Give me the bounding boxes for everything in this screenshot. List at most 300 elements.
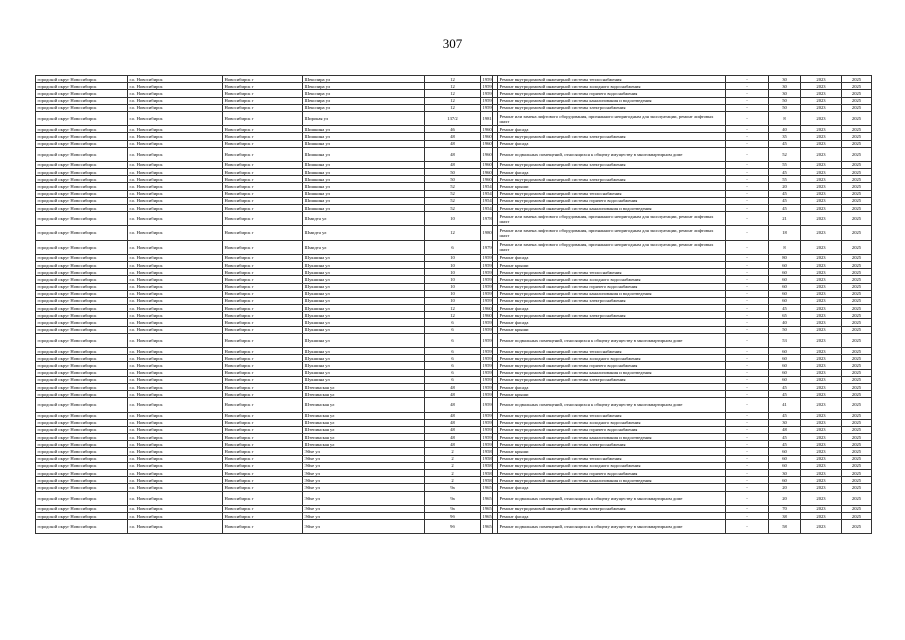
cell-municipality: городской округ Новосибирск — [36, 176, 128, 183]
cell-start-year: 2023 — [801, 426, 842, 433]
cell-city: Новосибирск г — [223, 319, 303, 326]
cell-dash: - — [726, 512, 769, 519]
cell-year: 1959 — [482, 90, 492, 96]
cell-house: 52 — [425, 197, 481, 204]
cell-city: Новосибирск г — [223, 326, 303, 333]
table-row — [36, 133, 872, 140]
cell-cost: 30 — [769, 76, 801, 83]
cell-dash: - — [726, 147, 769, 161]
cell-dash: - — [726, 520, 769, 534]
cell-year: 1959 — [482, 420, 492, 426]
cell-settlement: г.о. Новосибирск — [128, 126, 223, 133]
cell-work-type: Ремонт крыши — [498, 326, 726, 333]
cell-house: 9б — [425, 520, 481, 534]
cell-dash: - — [726, 254, 769, 261]
table-row — [36, 348, 872, 355]
table-row — [36, 90, 872, 97]
cell-work-type: Ремонт фасада — [498, 126, 726, 133]
cell-dash: - — [726, 269, 769, 276]
cell-year: 1965 — [481, 520, 493, 534]
cell-municipality: городской округ Новосибирск — [36, 391, 128, 398]
cell-start-year: 2023 — [801, 161, 842, 168]
cell-year: 1954 — [482, 205, 492, 211]
table-row — [36, 97, 872, 104]
cell-start-year: 2023 — [801, 111, 842, 125]
cell-settlement: г.о. Новосибирск — [128, 290, 223, 297]
cell-settlement: г.о. Новосибирск — [128, 520, 223, 534]
cell-house: 12 — [425, 90, 481, 97]
cell-city: Новосибирск г — [223, 355, 303, 362]
cell-dash: - — [726, 477, 769, 484]
cell-house: 2 — [425, 470, 481, 477]
cell-cost: 60 — [769, 462, 801, 469]
cell-start-year: 2023 — [801, 190, 842, 197]
cell-municipality: городской округ Новосибирск — [36, 276, 128, 283]
cell-municipality: городской округ Новосибирск — [36, 104, 128, 111]
table-row — [36, 254, 872, 261]
cell-end-year: 2025 — [842, 169, 872, 176]
cell-street: Шишкина ул — [303, 190, 425, 197]
cell-end-year: 2025 — [842, 376, 872, 383]
cell-settlement: г.о. Новосибирск — [128, 133, 223, 140]
cell-street: Шукшина ул — [303, 369, 425, 376]
capital-repair-table — [35, 75, 872, 534]
cell-start-year: 2023 — [801, 520, 842, 534]
cell-year: 1959 — [481, 333, 493, 347]
cell-house: 12 — [425, 97, 481, 104]
cell-end-year: 2025 — [842, 326, 872, 333]
cell-city: Новосибирск г — [223, 176, 303, 183]
cell-city: Новосибирск г — [223, 240, 303, 254]
cell-city: Новосибирск г — [223, 269, 303, 276]
cell-dash: - — [726, 83, 769, 90]
cell-year: 1959 — [482, 355, 492, 361]
cell-street: Шукшина ул — [303, 312, 425, 319]
cell-settlement: г.о. Новосибирск — [128, 419, 223, 426]
cell-municipality: городской округ Новосибирск — [36, 398, 128, 412]
cell-dash: - — [726, 470, 769, 477]
cell-municipality: городской округ Новосибирск — [36, 133, 128, 140]
cell-year: 1959 — [482, 413, 492, 419]
cell-house: 46 — [425, 126, 481, 133]
cell-start-year: 2023 — [801, 455, 842, 462]
cell-street: Шукшина ул — [303, 297, 425, 304]
cell-work-type: Ремонт подвальных помещений, относящихся к общему имуществу в многоквартирном доме — [498, 520, 726, 534]
cell-year: 1959 — [482, 255, 492, 261]
cell-work-type: Ремонт или замена лифтового оборудования, признанного непригодным для эксплуатации, ремонт лифтовых шахт — [498, 111, 726, 125]
cell-city: Новосибирск г — [223, 83, 303, 90]
table-row — [36, 419, 872, 426]
cell-work-type: Ремонт или замена лифтового оборудования, признанного непригодным для эксплуатации, ремонт лифтовых шахт — [498, 212, 726, 226]
cell-city: Новосибирск г — [223, 111, 303, 125]
cell-cost: 41 — [769, 398, 801, 412]
cell-cost: 21 — [769, 212, 801, 226]
cell-city: Новосибирск г — [223, 212, 303, 226]
cell-end-year: 2025 — [842, 505, 872, 512]
cell-dash: - — [726, 441, 769, 448]
cell-end-year: 2025 — [842, 434, 872, 441]
cell-cost: 80 — [769, 254, 801, 261]
cell-start-year: 2023 — [801, 126, 842, 133]
cell-year: 1958 — [482, 449, 492, 455]
cell-year: 1958 — [482, 470, 492, 476]
cell-work-type: Ремонт подвальных помещений, относящихся к общему имуществу в многоквартирном доме — [498, 491, 726, 505]
cell-municipality: городской округ Новосибирск — [36, 419, 128, 426]
cell-street: Шукшина ул — [303, 333, 425, 347]
cell-house: 6 — [425, 369, 481, 376]
cell-settlement: г.о. Новосибирск — [128, 441, 223, 448]
cell-year: 1959 — [482, 370, 492, 376]
cell-city: Новосибирск г — [223, 190, 303, 197]
cell-dash: - — [726, 419, 769, 426]
cell-settlement: г.о. Новосибирск — [128, 190, 223, 197]
cell-year: 1965 — [482, 484, 492, 490]
cell-municipality: городской округ Новосибирск — [36, 240, 128, 254]
cell-municipality: городской округ Новосибирск — [36, 319, 128, 326]
cell-end-year: 2025 — [842, 470, 872, 477]
cell-settlement: г.о. Новосибирск — [128, 319, 223, 326]
cell-end-year: 2025 — [842, 383, 872, 390]
cell-end-year: 2025 — [842, 76, 872, 83]
cell-dash: - — [726, 391, 769, 398]
cell-municipality: городской округ Новосибирск — [36, 434, 128, 441]
cell-street: Штепинская ул — [303, 391, 425, 398]
cell-end-year: 2025 — [842, 312, 872, 319]
cell-cost: 45 — [769, 169, 801, 176]
cell-city: Новосибирск г — [223, 491, 303, 505]
cell-house: 48 — [425, 147, 481, 161]
cell-city: Новосибирск г — [223, 305, 303, 312]
cell-city: Новосибирск г — [223, 434, 303, 441]
cell-work-type: Ремонт внутридомовой инженерной системы электроснабжения — [498, 505, 726, 512]
cell-city: Новосибирск г — [223, 197, 303, 204]
cell-dash: - — [726, 169, 769, 176]
cell-work-type: Ремонт фасада — [498, 383, 726, 390]
cell-dash: - — [726, 319, 769, 326]
cell-cost: 20 — [769, 183, 801, 190]
cell-end-year: 2025 — [842, 226, 872, 240]
cell-end-year: 2025 — [842, 290, 872, 297]
cell-end-year: 2025 — [842, 254, 872, 261]
cell-start-year: 2023 — [801, 240, 842, 254]
cell-street: Эйхе ул — [303, 462, 425, 469]
cell-street: Эйхе ул — [303, 484, 425, 491]
cell-year: 1960 — [482, 305, 492, 311]
cell-dash: - — [726, 226, 769, 240]
cell-work-type: Ремонт внутридомовой инженерной системы электроснабжения — [498, 376, 726, 383]
cell-work-type: Ремонт крыши — [498, 261, 726, 268]
cell-dash: - — [726, 176, 769, 183]
cell-start-year: 2023 — [801, 212, 842, 226]
cell-city: Новосибирск г — [223, 97, 303, 104]
cell-city: Новосибирск г — [223, 226, 303, 240]
cell-dash: - — [726, 505, 769, 512]
cell-street: Шукшина ул — [303, 290, 425, 297]
table-row — [36, 169, 872, 176]
cell-work-type: Ремонт подвальных помещений, относящихся к общему имуществу в многоквартирном доме — [498, 333, 726, 347]
cell-work-type: Ремонт внутридомовой инженерной системы теплоснабжения — [498, 412, 726, 419]
cell-cost: 50 — [769, 104, 801, 111]
cell-end-year: 2025 — [842, 477, 872, 484]
cell-start-year: 2023 — [801, 491, 842, 505]
cell-start-year: 2023 — [801, 505, 842, 512]
cell-municipality: городской округ Новосибирск — [36, 462, 128, 469]
cell-year: 1960 — [482, 176, 492, 182]
cell-settlement: г.о. Новосибирск — [128, 205, 223, 212]
cell-municipality: городской округ Новосибирск — [36, 512, 128, 519]
cell-city: Новосибирск г — [223, 276, 303, 283]
cell-city: Новосибирск г — [223, 470, 303, 477]
cell-settlement: г.о. Новосибирск — [128, 283, 223, 290]
cell-year: 1954 — [482, 198, 492, 204]
cell-municipality: городской округ Новосибирск — [36, 348, 128, 355]
cell-house: 2 — [425, 455, 481, 462]
cell-year: 1959 — [482, 427, 492, 433]
cell-street: Шекспира ул — [303, 83, 425, 90]
cell-cost: 55 — [769, 161, 801, 168]
cell-municipality: городской округ Новосибирск — [36, 97, 128, 104]
cell-year: 1959 — [482, 320, 492, 326]
cell-city: Новосибирск г — [223, 455, 303, 462]
cell-dash: - — [726, 90, 769, 97]
cell-street: Шукшина ул — [303, 254, 425, 261]
table-row — [36, 276, 872, 283]
cell-municipality: городской округ Новосибирск — [36, 505, 128, 512]
table-row — [36, 205, 872, 212]
cell-dash: - — [726, 133, 769, 140]
cell-settlement: г.о. Новосибирск — [128, 470, 223, 477]
cell-settlement: г.о. Новосибирск — [128, 147, 223, 161]
table-row — [36, 333, 872, 347]
cell-cost: 60 — [769, 290, 801, 297]
cell-end-year: 2025 — [842, 455, 872, 462]
cell-house: 48 — [425, 434, 481, 441]
cell-year: 1959 — [482, 434, 492, 440]
cell-end-year: 2025 — [842, 319, 872, 326]
table-row — [36, 505, 872, 512]
cell-cost: 45 — [769, 140, 801, 147]
cell-work-type: Ремонт внутридомовой инженерной системы электроснабжения — [498, 176, 726, 183]
cell-street: Штепинская ул — [303, 426, 425, 433]
cell-year: 1958 — [482, 463, 492, 469]
cell-work-type: Ремонт фасада — [498, 319, 726, 326]
table-row — [36, 305, 872, 312]
cell-end-year: 2025 — [842, 140, 872, 147]
cell-house: 48 — [425, 133, 481, 140]
cell-dash: - — [726, 369, 769, 376]
cell-cost: 60 — [769, 261, 801, 268]
cell-work-type: Ремонт внутридомовой инженерной системы теплоснабжения — [498, 76, 726, 83]
cell-dash: - — [726, 376, 769, 383]
cell-cost: 35 — [769, 133, 801, 140]
cell-city: Новосибирск г — [223, 520, 303, 534]
cell-municipality: городской округ Новосибирск — [36, 297, 128, 304]
cell-street: Шекспира ул — [303, 104, 425, 111]
cell-work-type: Ремонт подвальных помещений, относящихся к общему имуществу в многоквартирном доме — [498, 398, 726, 412]
table-row — [36, 283, 872, 290]
cell-settlement: г.о. Новосибирск — [128, 455, 223, 462]
cell-end-year: 2025 — [842, 240, 872, 254]
cell-city: Новосибирск г — [223, 348, 303, 355]
cell-end-year: 2025 — [842, 176, 872, 183]
cell-start-year: 2023 — [801, 484, 842, 491]
cell-cost: 48 — [769, 426, 801, 433]
cell-house: 6 — [425, 319, 481, 326]
cell-street: Эйхе ул — [303, 512, 425, 519]
cell-city: Новосибирск г — [223, 477, 303, 484]
cell-start-year: 2023 — [801, 305, 842, 312]
cell-municipality: городской округ Новосибирск — [36, 290, 128, 297]
cell-settlement: г.о. Новосибирск — [128, 269, 223, 276]
cell-work-type: Ремонт внутридомовой инженерной системы электроснабжения — [498, 297, 726, 304]
cell-house: 10 — [425, 261, 481, 268]
cell-house: 9б — [425, 512, 481, 519]
cell-cost: 45 — [769, 205, 801, 212]
cell-settlement: г.о. Новосибирск — [128, 305, 223, 312]
cell-work-type: Ремонт внутридомовой инженерной системы холодного водоснабжения — [498, 276, 726, 283]
cell-dash: - — [726, 261, 769, 268]
cell-dash: - — [726, 484, 769, 491]
cell-year: 1959 — [482, 348, 492, 354]
cell-street: Шекспира ул — [303, 97, 425, 104]
cell-year: 1959 — [482, 362, 492, 368]
cell-settlement: г.о. Новосибирск — [128, 169, 223, 176]
cell-start-year: 2023 — [801, 333, 842, 347]
cell-street: Шукшина ул — [303, 376, 425, 383]
cell-start-year: 2023 — [801, 383, 842, 390]
cell-work-type: Ремонт фасада — [498, 305, 726, 312]
cell-settlement: г.о. Новосибирск — [128, 297, 223, 304]
cell-end-year: 2025 — [842, 212, 872, 226]
cell-work-type: Ремонт внутридомовой инженерной системы холодного водоснабжения — [498, 462, 726, 469]
cell-city: Новосибирск г — [223, 362, 303, 369]
cell-cost: 45 — [769, 412, 801, 419]
cell-cost: 45 — [769, 383, 801, 390]
cell-settlement: г.о. Новосибирск — [128, 90, 223, 97]
cell-municipality: городской округ Новосибирск — [36, 455, 128, 462]
cell-work-type: Ремонт внутридомовой инженерной системы канализования и водоотведения — [498, 369, 726, 376]
cell-cost: 40 — [769, 319, 801, 326]
cell-work-type: Ремонт внутридомовой инженерной системы электроснабжения — [498, 441, 726, 448]
cell-municipality: городской округ Новосибирск — [36, 484, 128, 491]
cell-end-year: 2025 — [842, 197, 872, 204]
cell-year: 1960 — [482, 126, 492, 132]
cell-house: 6 — [425, 333, 481, 347]
cell-end-year: 2025 — [842, 448, 872, 455]
cell-year: 1959 — [482, 105, 492, 111]
cell-house: 10 — [425, 290, 481, 297]
cell-city: Новосибирск г — [223, 441, 303, 448]
cell-city: Новосибирск г — [223, 484, 303, 491]
cell-start-year: 2023 — [801, 355, 842, 362]
cell-dash: - — [726, 491, 769, 505]
cell-settlement: г.о. Новосибирск — [128, 176, 223, 183]
cell-cost: 30 — [769, 470, 801, 477]
cell-street: Эйхе ул — [303, 520, 425, 534]
cell-start-year: 2023 — [801, 441, 842, 448]
cell-end-year: 2025 — [842, 398, 872, 412]
cell-street: Штепинская ул — [303, 398, 425, 412]
cell-settlement: г.о. Новосибирск — [128, 491, 223, 505]
cell-municipality: городской округ Новосибирск — [36, 477, 128, 484]
cell-municipality: городской округ Новосибирск — [36, 355, 128, 362]
cell-work-type: Ремонт внутридомовой инженерной системы теплоснабжения — [498, 269, 726, 276]
cell-start-year: 2023 — [801, 434, 842, 441]
cell-city: Новосибирск г — [223, 126, 303, 133]
cell-year: 1959 — [482, 291, 492, 297]
cell-street: Шмидта ул — [303, 240, 425, 254]
cell-start-year: 2023 — [801, 83, 842, 90]
cell-city: Новосибирск г — [223, 462, 303, 469]
table-row — [36, 520, 872, 534]
table-row — [36, 398, 872, 412]
cell-cost: 20 — [769, 491, 801, 505]
cell-start-year: 2023 — [801, 477, 842, 484]
table-row — [36, 355, 872, 362]
cell-settlement: г.о. Новосибирск — [128, 240, 223, 254]
cell-start-year: 2023 — [801, 448, 842, 455]
cell-end-year: 2025 — [842, 97, 872, 104]
cell-city: Новосибирск г — [223, 333, 303, 347]
cell-house: 10 — [425, 283, 481, 290]
table-row — [36, 470, 872, 477]
cell-municipality: городской округ Новосибирск — [36, 412, 128, 419]
cell-start-year: 2023 — [801, 283, 842, 290]
cell-work-type: Ремонт внутридомовой инженерной системы теплоснабжения — [498, 348, 726, 355]
cell-municipality: городской округ Новосибирск — [36, 326, 128, 333]
cell-settlement: г.о. Новосибирск — [128, 362, 223, 369]
cell-year: 1959 — [482, 441, 492, 447]
cell-end-year: 2025 — [842, 369, 872, 376]
cell-work-type: Ремонт внутридомовой инженерной системы теплоснабжения — [498, 190, 726, 197]
cell-city: Новосибирск г — [223, 283, 303, 290]
cell-municipality: городской округ Новосибирск — [36, 383, 128, 390]
cell-house: 6 — [425, 355, 481, 362]
cell-dash: - — [726, 97, 769, 104]
cell-year: 1959 — [482, 327, 492, 333]
cell-work-type: Ремонт фасада — [498, 140, 726, 147]
cell-end-year: 2025 — [842, 205, 872, 212]
cell-settlement: г.о. Новосибирск — [128, 140, 223, 147]
cell-house: 137/2 — [425, 111, 481, 125]
table-row — [36, 477, 872, 484]
cell-end-year: 2025 — [842, 355, 872, 362]
cell-start-year: 2023 — [801, 133, 842, 140]
cell-work-type: Ремонт внутридомовой инженерной системы канализования и водоотведения — [498, 97, 726, 104]
table-row — [36, 261, 872, 268]
cell-work-type: Ремонт внутридомовой инженерной системы канализования и водоотведения — [498, 205, 726, 212]
cell-house: 12 — [425, 104, 481, 111]
cell-work-type: Ремонт внутридомовой инженерной системы горячего водоснабжения — [498, 197, 726, 204]
cell-cost: 60 — [769, 297, 801, 304]
cell-city: Новосибирск г — [223, 398, 303, 412]
cell-street: Шукшина ул — [303, 362, 425, 369]
cell-end-year: 2025 — [842, 484, 872, 491]
cell-city: Новосибирск г — [223, 140, 303, 147]
cell-house: 12 — [425, 226, 481, 240]
cell-year: 1979 — [481, 240, 493, 254]
cell-start-year: 2023 — [801, 297, 842, 304]
cell-house: 12 — [425, 312, 481, 319]
cell-end-year: 2025 — [842, 126, 872, 133]
cell-house: 48 — [425, 398, 481, 412]
cell-municipality: городской округ Новосибирск — [36, 261, 128, 268]
cell-street: Шишкина ул — [303, 147, 425, 161]
cell-cost: 53 — [769, 333, 801, 347]
cell-house: 6 — [425, 240, 481, 254]
cell-street: Шишкина ул — [303, 140, 425, 147]
cell-start-year: 2023 — [801, 512, 842, 519]
